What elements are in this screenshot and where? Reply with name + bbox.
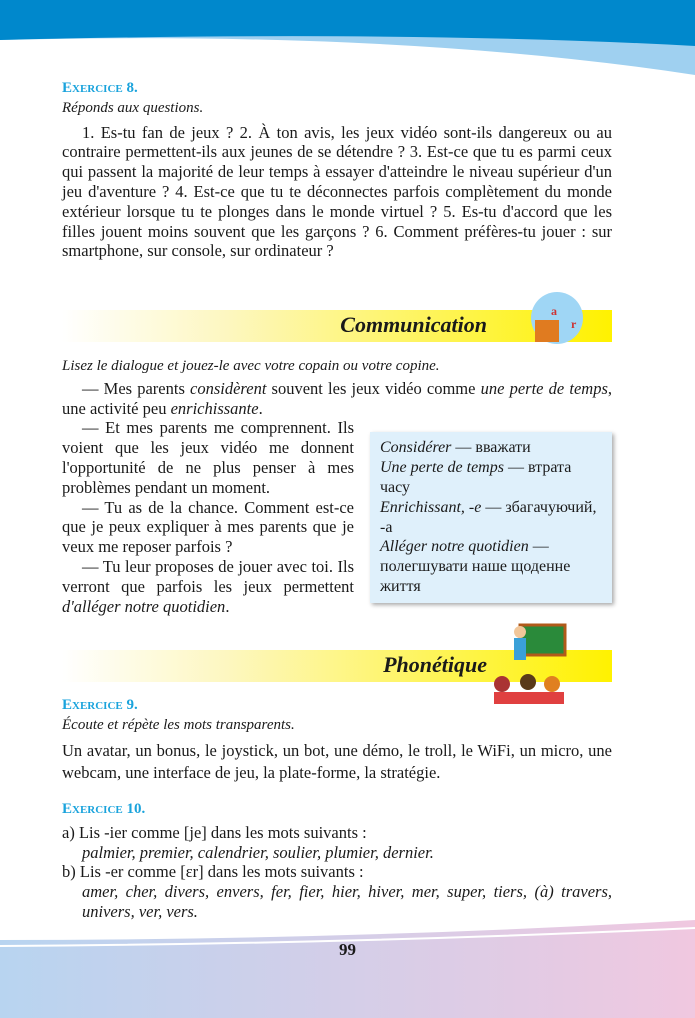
text: . bbox=[225, 596, 230, 616]
exercise-title: Exercice 9. bbox=[62, 697, 138, 713]
text: , une activité peu bbox=[62, 378, 612, 418]
exercise-8 bbox=[62, 79, 612, 261]
dialogue-line-2: — Et mes parents me comprennent. Ils voient que les jeux vidéo me donnent l'opportunité de ne plus penser à mes problèmes pendant un moment. bbox=[62, 418, 354, 497]
vocabulary-note bbox=[370, 432, 612, 602]
svg-text:r: r bbox=[571, 317, 577, 331]
text: збагачуючий, -а bbox=[380, 498, 597, 536]
section-title: Phonétique bbox=[383, 652, 487, 677]
part-b-words: amer, cher, divers, envers, fer, fier, hier, hiver, mer, super, tiers, (à) travers, univers, ver, vers. bbox=[82, 882, 612, 921]
text: Une perte de temps bbox=[380, 459, 504, 477]
dialogue-line-3: — Tu as de la chance. Comment est-ce que je peux expliquer à mes parents que je veux me reposer parfois ? bbox=[62, 497, 354, 557]
questions-text: 1. Es-tu fan de jeux ? 2. À ton avis, les jeux vidéo sont-ils dangereux ou au contraire permettent-ils aux jeunes de se détendre ? 3. Est-ce que tu es parmi ceux qui passent la majorité de leur temps à essayer d'atteindre le niveau supérieur d'un jeu d'aventure ? 4. Est-ce que tu te déconnectes parfois complètement du monde extérieur lorsque tu te plonges dans le monde virtuel ? 5. Es-tu d'accord que les filles jouent moins souvent que les garçons ? 6. Comment préfères-tu jouer : sur smartphone, sur console, sur ordinateur ? bbox=[62, 122, 612, 261]
text: вважати bbox=[475, 439, 531, 457]
alphabet-illustration-icon bbox=[515, 290, 585, 350]
exercise-9 bbox=[62, 696, 612, 784]
classroom-illustration-icon bbox=[490, 620, 570, 705]
text: — Tu leur proposes de jouer avec toi. Ils verront que parfois les jeux permettent bbox=[62, 556, 354, 596]
text: — bbox=[451, 439, 476, 457]
text: — bbox=[503, 459, 528, 477]
text: souvent les jeux vidéo comme bbox=[266, 378, 481, 398]
footer-band bbox=[0, 920, 695, 1018]
instruction: Réponds aux questions. bbox=[62, 99, 204, 116]
text: втрата часу bbox=[380, 459, 572, 496]
exercise-10 bbox=[62, 800, 612, 922]
exercise-title: Exercice 10. bbox=[62, 801, 146, 817]
text: considèrent bbox=[190, 378, 267, 398]
instruction: Lisez le dialogue et jouez-le avec votre copain ou votre copine. bbox=[62, 358, 440, 374]
word-list: Un avatar, un bonus, le joystick, un bot, une démo, le troll, le WiFi, un micro, une webcam, une interface de jeu, la plate-forme, la stratégie. bbox=[62, 740, 612, 782]
text: d'alléger notre quotidien bbox=[62, 596, 226, 616]
text: . bbox=[258, 398, 263, 418]
text: Alléger notre quotidien bbox=[380, 538, 529, 556]
page-number: 99 bbox=[339, 940, 356, 959]
vocab-item bbox=[380, 537, 602, 596]
part-a: a) Lis -ier comme [je] dans les mots suivants : bbox=[62, 822, 367, 842]
text: Considérer bbox=[380, 439, 452, 457]
text: enrichissante bbox=[170, 398, 259, 418]
header-band bbox=[0, 0, 695, 90]
exercise-title: Exercice 8. bbox=[62, 80, 138, 96]
part-b: b) Lis -er comme [ɛr] dans les mots suivants : bbox=[62, 862, 364, 882]
text: Enrichissant, -e bbox=[380, 498, 482, 516]
instruction: Écoute et répète les mots transparents. bbox=[62, 716, 295, 733]
part-a-words: palmier, premier, calendrier, soulier, plumier, dernier. bbox=[82, 842, 434, 862]
vocab-item bbox=[380, 498, 602, 538]
vocab-item bbox=[380, 458, 602, 498]
text: une perte de temps bbox=[480, 378, 608, 398]
dialogue-section bbox=[62, 357, 612, 616]
text: — bbox=[528, 538, 549, 556]
text: — Mes parents bbox=[82, 378, 191, 398]
vocab-item bbox=[380, 438, 602, 458]
svg-text:a: a bbox=[551, 304, 557, 318]
section-title: Communication bbox=[340, 312, 487, 337]
text: полегшувати наше щоденне життя bbox=[380, 558, 571, 595]
dialogue-line-1 bbox=[62, 379, 612, 419]
text: — bbox=[481, 498, 506, 516]
